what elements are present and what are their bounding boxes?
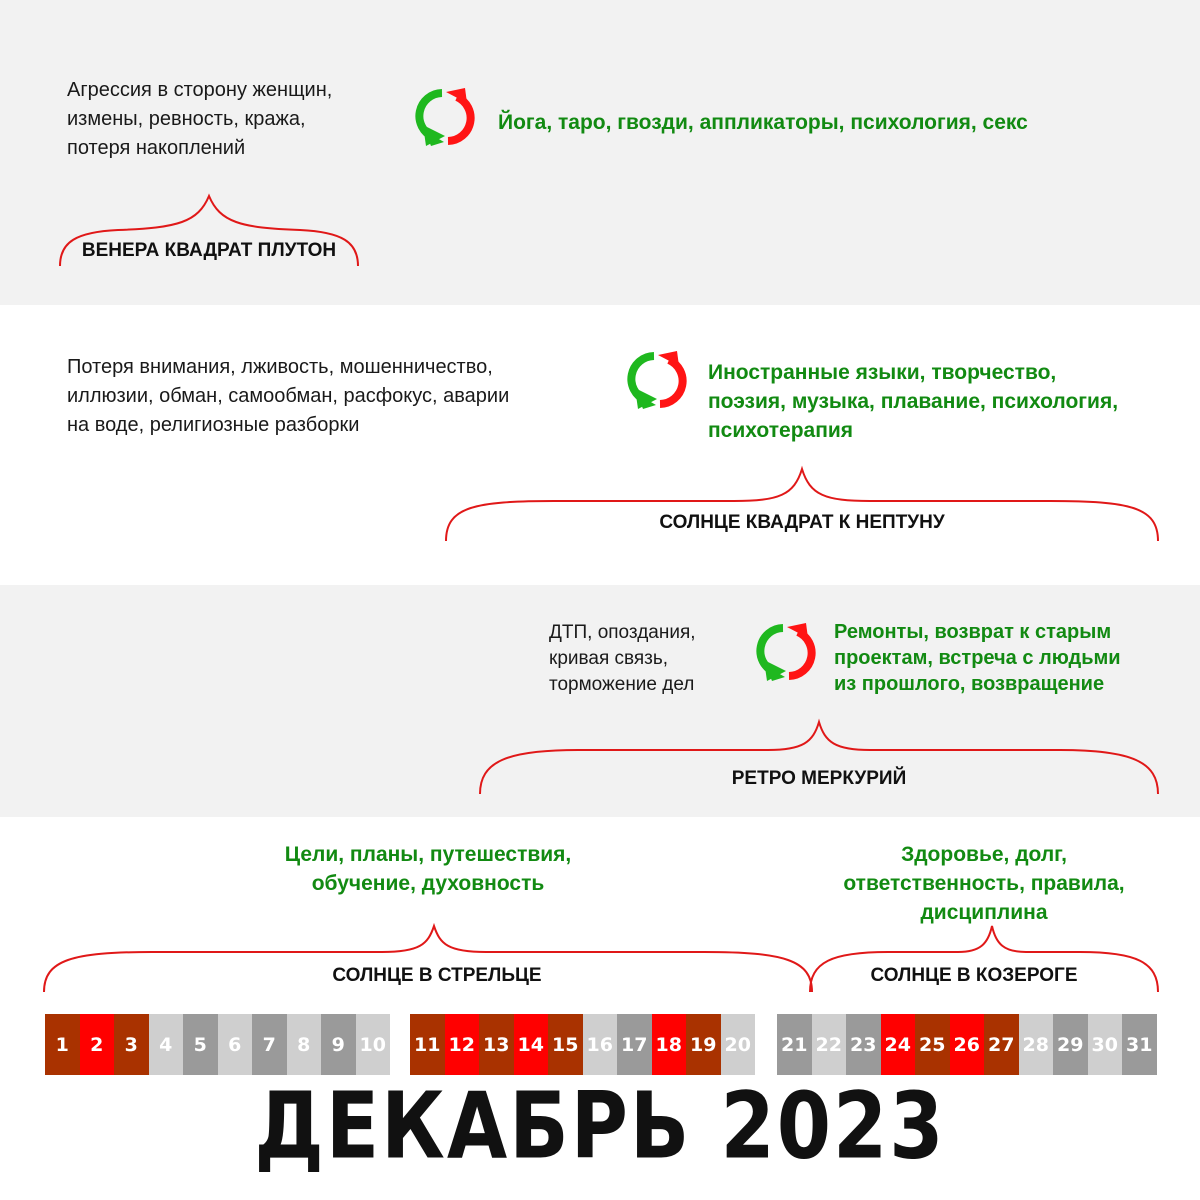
calendar-day: 17 bbox=[617, 1014, 652, 1075]
calendar-day: 5 bbox=[183, 1014, 218, 1075]
calendar-day: 1 bbox=[45, 1014, 80, 1075]
calendar-day: 27 bbox=[984, 1014, 1019, 1075]
section-retro-mercury bbox=[0, 585, 1200, 817]
calendar-day: 31 bbox=[1122, 1014, 1157, 1075]
calendar-day: 13 bbox=[479, 1014, 514, 1075]
calendar-day: 18 bbox=[652, 1014, 687, 1075]
calendar-day: 9 bbox=[321, 1014, 356, 1075]
calendar-day: 3 bbox=[114, 1014, 149, 1075]
calendar-day: 2 bbox=[80, 1014, 115, 1075]
sagittarius-themes: Цели, планы, путешествия, обучение, духовность bbox=[284, 843, 572, 895]
calendar-day: 10 bbox=[356, 1014, 391, 1075]
section-negative-text: Агрессия в сторону женщин, измены, ревность, кража, потеря накоплений bbox=[67, 79, 333, 159]
cycle-arrows-icon bbox=[626, 349, 688, 411]
section-positive-text: Йога, таро, гвозди, аппликаторы, психология, секс bbox=[498, 111, 1028, 134]
calendar-day: 8 bbox=[287, 1014, 322, 1075]
calendar-day: 29 bbox=[1053, 1014, 1088, 1075]
calendar-day: 25 bbox=[915, 1014, 950, 1075]
capricorn-themes: Здоровье, долг, ответственность, правила, дисциплина bbox=[843, 843, 1125, 924]
calendar-day: 11 bbox=[410, 1014, 445, 1075]
calendar-day: 12 bbox=[445, 1014, 480, 1075]
calendar-day: 24 bbox=[881, 1014, 916, 1075]
cycle-arrows-icon bbox=[414, 86, 476, 148]
page-title: ДЕКАБРЬ 2023 bbox=[254, 1073, 946, 1181]
calendar-day: 14 bbox=[514, 1014, 549, 1075]
calendar-day: 15 bbox=[548, 1014, 583, 1075]
section-negative-text: Потеря внимания, лживость, мошенничество, иллюзии, обман, самообман, расфокус, аварии на воде, религиозные разборки bbox=[67, 356, 510, 436]
section-label: СОЛНЦЕ КВАДРАТ К НЕПТУНУ bbox=[659, 512, 945, 533]
section-label: ВЕНЕРА КВАДРАТ ПЛУТОН bbox=[81, 240, 337, 261]
section-sun-neptune bbox=[0, 305, 1200, 585]
calendar-day: 21 bbox=[777, 1014, 812, 1075]
sagittarius-label: СОЛНЦЕ В СТРЕЛЬЦЕ bbox=[332, 965, 542, 986]
calendar-week-group-1 bbox=[45, 1014, 390, 1075]
calendar-day: 20 bbox=[721, 1014, 756, 1075]
calendar-day: 28 bbox=[1019, 1014, 1054, 1075]
calendar-day: 26 bbox=[950, 1014, 985, 1075]
calendar-day: 7 bbox=[252, 1014, 287, 1075]
calendar-day: 19 bbox=[686, 1014, 721, 1075]
calendar-day: 23 bbox=[846, 1014, 881, 1075]
calendar-day: 16 bbox=[583, 1014, 618, 1075]
calendar-day: 30 bbox=[1088, 1014, 1123, 1075]
calendar-day: 22 bbox=[812, 1014, 847, 1075]
section-positive-text: Иностранные языки, творчество, поэзия, музыка, плавание, психология, психотерапия bbox=[708, 361, 1119, 442]
calendar-day: 6 bbox=[218, 1014, 253, 1075]
calendar-week-group-2 bbox=[410, 1014, 755, 1075]
calendar-week-group-3 bbox=[777, 1014, 1157, 1075]
section-venus-pluto bbox=[0, 0, 1200, 305]
calendar-day: 4 bbox=[149, 1014, 184, 1075]
capricorn-label: СОЛНЦЕ В КОЗЕРОГЕ bbox=[870, 965, 1078, 986]
section-negative-text: ДТП, опоздания, кривая связь, торможение дел bbox=[549, 622, 696, 695]
section-positive-text: Ремонты, возврат к старым проектам, встреча с людьми из прошлого, возвращение bbox=[834, 621, 1121, 695]
cycle-arrows-icon bbox=[755, 621, 817, 683]
section-label: РЕТРО МЕРКУРИЙ bbox=[731, 768, 907, 789]
